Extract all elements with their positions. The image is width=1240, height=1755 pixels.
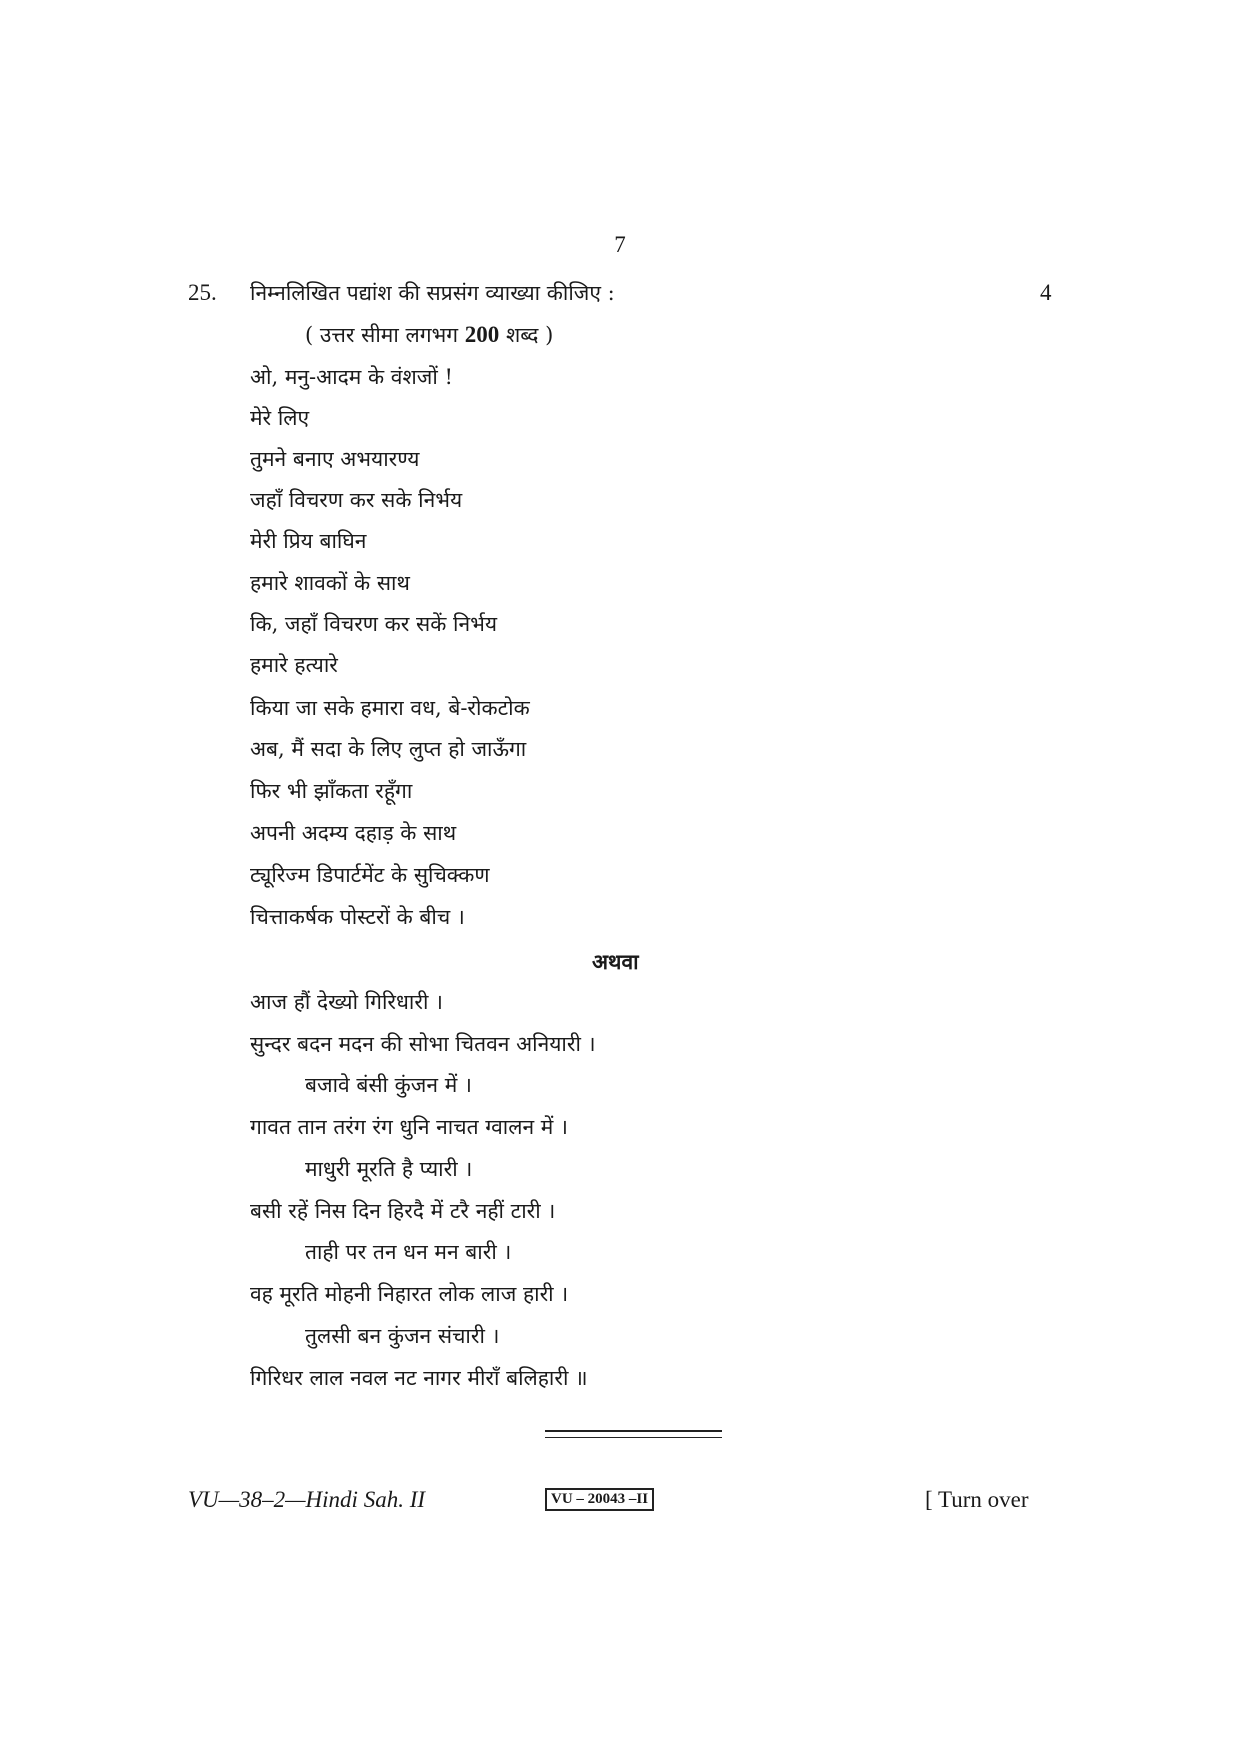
poem-2-line: गावत तान तरंग रंग धुनि नाचत ग्वालन में । [250, 1115, 569, 1139]
poem-1-line: ओ, मनु-आदम के वंशजों ! [250, 365, 453, 389]
poem-1-line: मेरी प्रिय बाघिन [250, 529, 367, 553]
poem-1-line: ट्यूरिज्म डिपार्टमेंट के सुचिक्कण [250, 863, 490, 887]
footer-boxed-code: VU – 20043 –II [545, 1488, 654, 1511]
poem-1-line: कि, जहाँ विचरण कर सकें निर्भय [250, 612, 498, 636]
page-number: 7 [614, 232, 626, 257]
poem-1-line: चित्ताकर्षक पोस्टरों के बीच । [250, 905, 465, 929]
poem-1-line: जहाँ विचरण कर सके निर्भय [250, 488, 463, 512]
poem-1-line: तुमने बनाए अभयारण्य [250, 447, 420, 471]
word-limit-number: 200 [464, 322, 500, 347]
question-number: 25. [188, 280, 217, 305]
poem-2-line: ताही पर तन धन मन बारी । [305, 1240, 512, 1264]
poem-1-line: अब, मैं सदा के लिए लुप्त हो जाऊँगा [250, 737, 527, 761]
or-label: अथवा [592, 949, 639, 974]
word-limit-suffix: शब्द ) [505, 323, 554, 347]
turn-over-label: [ Turn over [925, 1487, 1029, 1512]
poem-1-line: किया जा सके हमारा वध, बे-रोकटोक [250, 696, 530, 720]
poem-2-line: आज हौं देख्यो गिरिधारी । [250, 990, 444, 1014]
poem-2-line: तुलसी बन कुंजन संचारी । [305, 1324, 500, 1348]
poem-1-line: अपनी अदम्य दहाड़ के साथ [250, 821, 457, 845]
poem-2-line: बजावे बंसी कुंजन में । [305, 1073, 472, 1097]
poem-2-line: वह मूरति मोहनी निहारत लोक लाज हारी । [250, 1282, 569, 1306]
poem-1-line: हमारे शावकों के साथ [250, 571, 410, 595]
poem-2-line: गिरिधर लाल नवल नट नागर मीराँ बलिहारी ॥ [250, 1366, 588, 1390]
end-rule [545, 1430, 722, 1438]
poem-1-line: मेरे लिए [250, 406, 310, 430]
poem-2-line: सुन्दर बदन मदन की सोभा चितवन अनियारी । [250, 1032, 596, 1056]
question-instruction: निम्नलिखित पद्यांश की सप्रसंग व्याख्या कीजिए : [250, 281, 615, 305]
question-marks: 4 [1040, 280, 1052, 305]
poem-1-line: फिर भी झाँकता रहूँगा [250, 779, 413, 803]
word-limit-prefix: ( उत्तर सीमा लगभग [305, 323, 459, 347]
poem-2-line: बसी रहें निस दिन हिरदै में टरै नहीं टारी । [250, 1199, 556, 1223]
word-limit [305, 321, 553, 349]
poem-2-line: माधुरी मूरति है प्यारी । [305, 1157, 473, 1181]
poem-1-line: हमारे हत्यारे [250, 653, 338, 677]
footer-paper-code: VU—38–2—Hindi Sah. II [188, 1487, 426, 1512]
